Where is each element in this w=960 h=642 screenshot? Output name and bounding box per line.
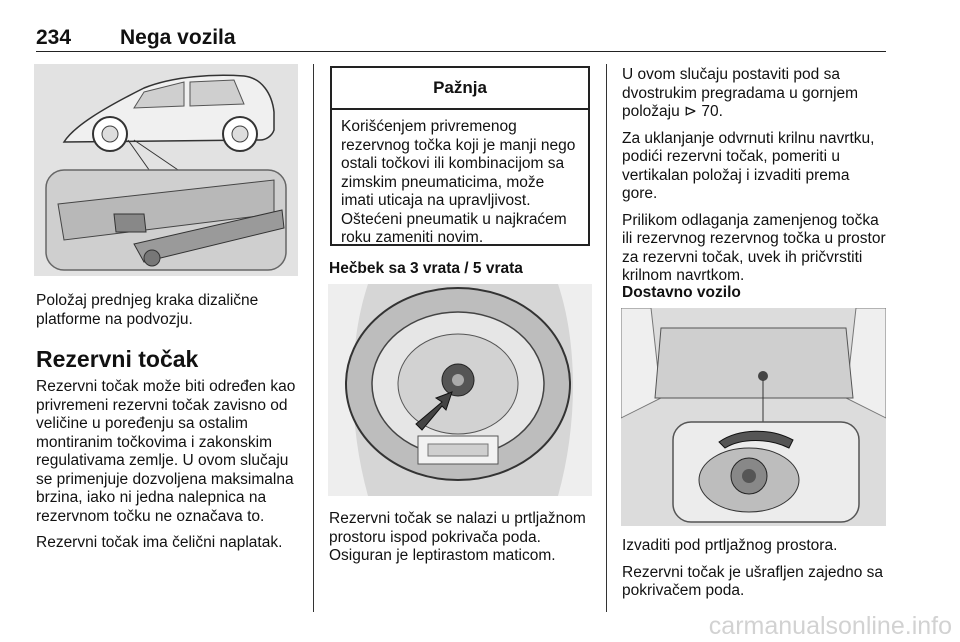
col3-body	[622, 66, 888, 294]
paragraph: Rezervni točak je ušrafljen zajedno sa pokrivačem poda.	[622, 563, 884, 599]
col1-body	[36, 378, 304, 561]
van-floor-illustration	[621, 308, 886, 526]
notice-box	[330, 66, 590, 246]
page-title: Nega vozila	[120, 26, 236, 49]
notice-title: Pažnja	[332, 68, 588, 110]
watermark: carmanualsonline.info	[708, 612, 952, 640]
hatchback-subheading: Hečbek sa 3 vrata / 5 vrata	[329, 260, 523, 277]
page-number: 234	[36, 26, 72, 49]
van-subheading: Dostavno vozilo	[622, 284, 741, 301]
caption-spare-location: Rezervni točak se nalazi u prtljažnom prostoru ispod pokrivača poda. Osiguran je leptirastom maticom.	[329, 510, 586, 564]
header-rule	[36, 51, 886, 52]
section-heading: Rezervni točak	[36, 346, 199, 372]
paragraph: U ovom slučaju postaviti pod sa dvostrukim pregradama u gornjem položaju ⊳ 70.	[622, 66, 859, 120]
column-divider-2	[606, 64, 607, 612]
column-divider-1	[313, 64, 314, 612]
col3-captions	[622, 537, 888, 609]
paragraph: Izvaditi pod prtljažnog prostora.	[622, 537, 838, 554]
paragraph: Za uklanjanje odvrnuti krilnu navrtku, podići rezervni točak, pomeriti u vertikalan položaj i izvaditi prema gore.	[622, 129, 875, 202]
paragraph: Rezervni točak ima čelični naplatak.	[36, 534, 283, 551]
paragraph: Prilikom odlaganja zamenjenog točka ili rezervnog rezervnog točka u prostor za rezervni točak, uvek ih pričvrstiti krilnom navrtkom.	[622, 211, 886, 284]
car-jack-illustration	[34, 64, 298, 276]
notice-text: Korišćenjem privremenog rezervnog točka koji je manji nego ostali točkovi ili kombinacijom sa zimskim pneumaticima, može imati uticaja na upravljivost. Oštećeni pneumatik u najkraćem roku zameniti novim.	[341, 118, 576, 246]
paragraph: Rezervni točak može biti određen kao privremeni rezervni točak zavisno od veličine u poređenju sa ostalim montiranim točkovima i zakonskim regulativama zemlje. U ovom slučaju se primenjuje dozvoljena maksimalna brzina, iako ni jedna nalepnica na rezervnom točku ne označava to.	[36, 378, 296, 525]
spare-wheel-illustration	[328, 284, 592, 496]
caption-jack-position: Položaj prednjeg kraka dizalične platforme na podvozju.	[36, 292, 259, 328]
